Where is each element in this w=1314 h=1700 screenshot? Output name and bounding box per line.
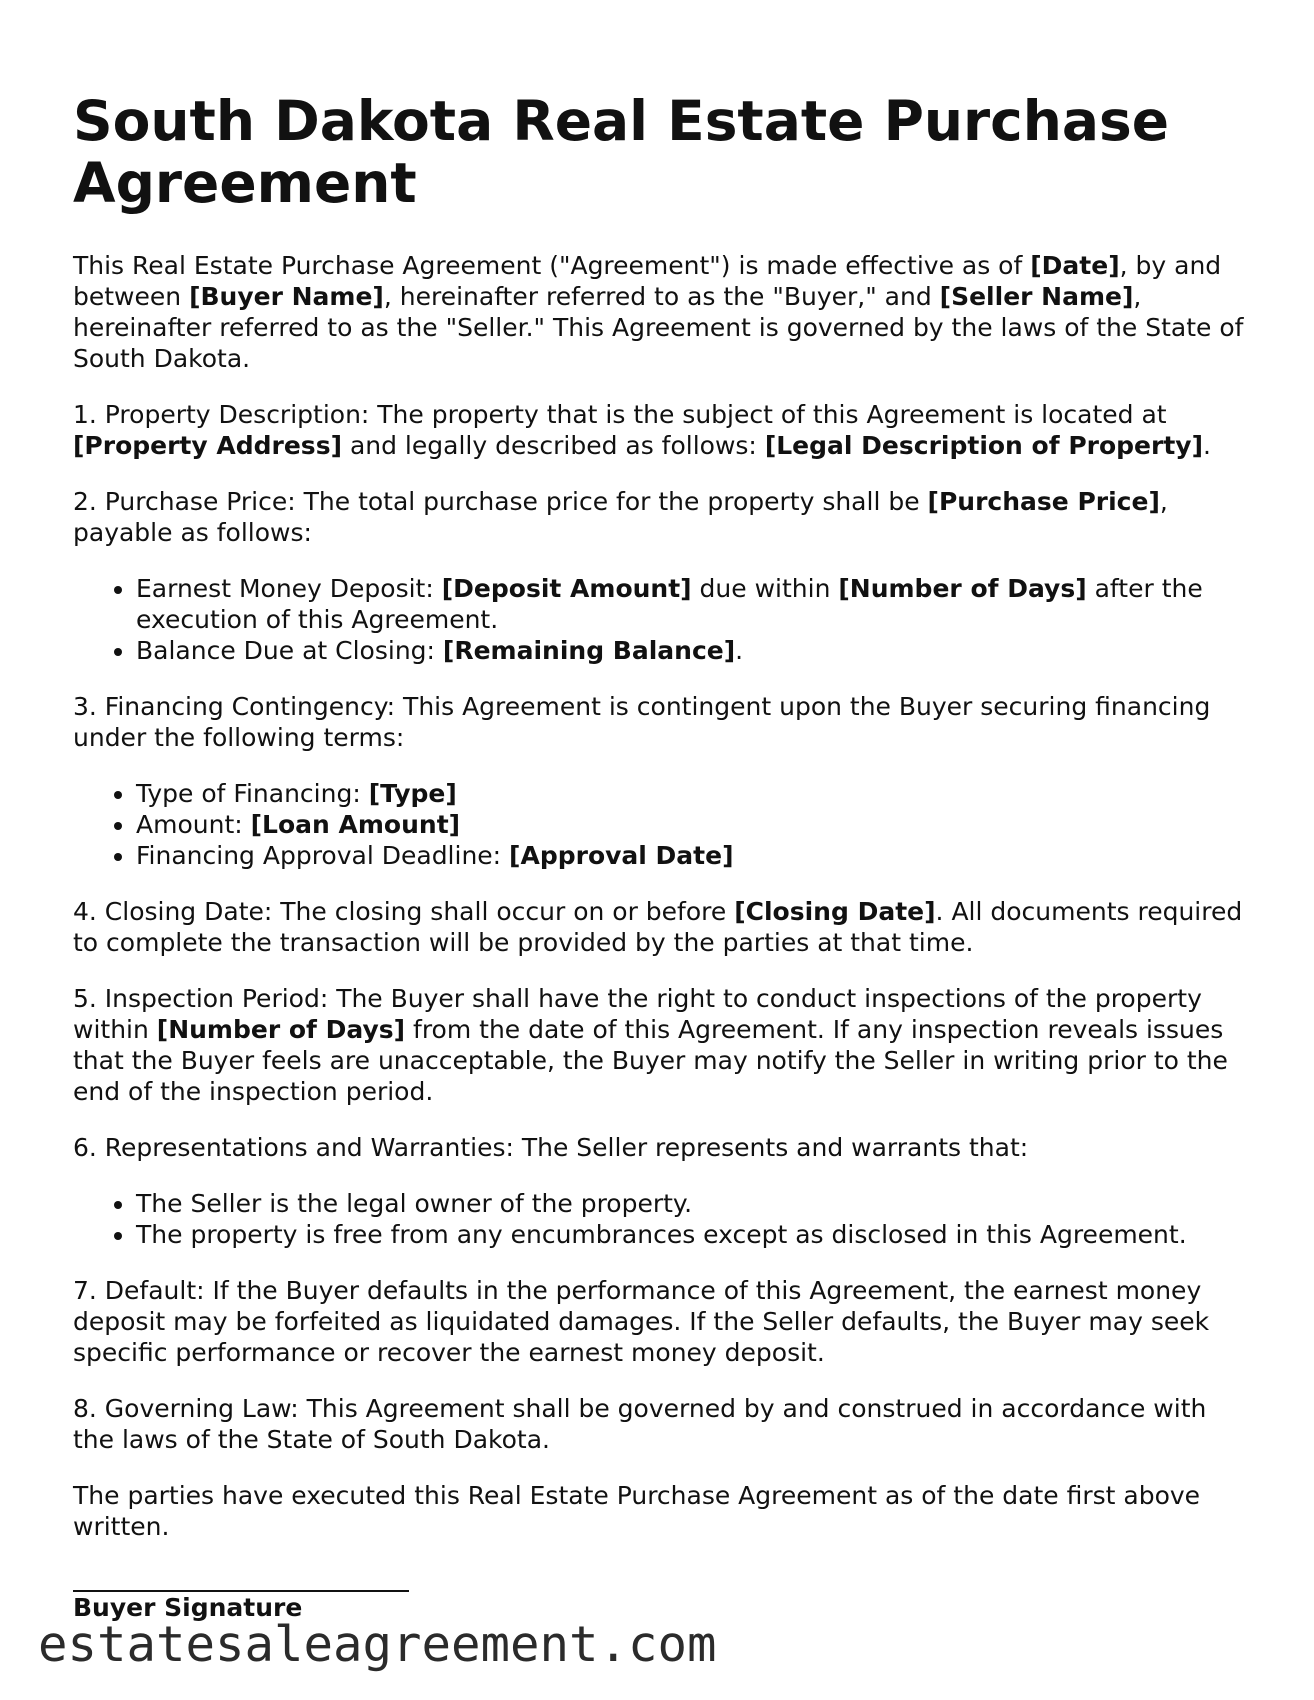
- signature-line: [73, 1590, 409, 1592]
- list-item: [136, 809, 1253, 840]
- intro-text-3: , hereinafter referred to as the "Buyer," and: [383, 282, 940, 311]
- intro-text-4: , hereinafter referred to as the "Seller." This Agreement is governed by the laws of the State of South Dakota.: [73, 282, 1244, 373]
- legal-description-placeholder: [Legal Description of Property]: [764, 431, 1203, 460]
- seller-name-placeholder: [Seller Name]: [939, 282, 1134, 311]
- s1-text-3: .: [1203, 431, 1211, 460]
- remaining-balance-placeholder: [Remaining Balance]: [442, 636, 736, 665]
- purchase-price-list: [73, 573, 1253, 666]
- item-text: Amount:: [136, 810, 251, 839]
- site-watermark: estatesaleagreement.com: [38, 1616, 717, 1673]
- s1-text-2: and legally described as follows:: [342, 431, 765, 460]
- deposit-amount-placeholder: [Deposit Amount]: [441, 574, 692, 603]
- buyer-name-placeholder: [Buyer Name]: [189, 282, 384, 311]
- item-text: after the execution of this Agreement.: [136, 574, 1203, 634]
- property-address-placeholder: [Property Address]: [73, 431, 342, 460]
- item-text: Financing Approval Deadline:: [136, 841, 510, 870]
- intro-paragraph: [73, 250, 1253, 374]
- s2-text-2: , payable as follows:: [73, 487, 1168, 547]
- list-item: [136, 840, 1253, 871]
- date-placeholder: [Date]: [1030, 251, 1120, 280]
- closing-statement: The parties have executed this Real Estate Purchase Agreement as of the date first above written.: [73, 1481, 1201, 1541]
- buyer-signature-label: Buyer Signature: [73, 1593, 303, 1622]
- purchase-price-placeholder: [Purchase Price]: [927, 487, 1160, 516]
- section-representations: 6. Representations and Warranties: The Seller represents and warrants that:: [73, 1133, 1029, 1162]
- loan-amount-placeholder: [Loan Amount]: [250, 810, 461, 839]
- item-text: Type of Financing:: [136, 779, 369, 808]
- item-text: Balance Due at Closing:: [136, 636, 443, 665]
- list-item: [136, 573, 1253, 635]
- section-closing-date: [73, 896, 1253, 958]
- s4-text-1: 4. Closing Date: The closing shall occur on or before: [73, 897, 735, 926]
- number-of-days-placeholder: [Number of Days]: [838, 574, 1087, 603]
- approval-date-placeholder: [Approval Date]: [509, 841, 734, 870]
- financing-type-placeholder: [Type]: [368, 779, 457, 808]
- s5-text-2: from the date of this Agreement. If any inspection reveals issues that the Buyer feels are unacceptable, the Buyer may notify the Seller in writing prior to the end of the inspection period.: [73, 1015, 1228, 1106]
- item-text: due within: [691, 574, 839, 603]
- document-page: [73, 90, 1253, 1567]
- section-governing-law: 8. Governing Law: This Agreement shall be governed by and construed in accordance with the laws of the State of South Dakota.: [73, 1394, 1207, 1454]
- item-text: Earnest Money Deposit:: [136, 574, 442, 603]
- document-title: South Dakota Real Estate Purchase Agreement: [73, 89, 1170, 215]
- s2-text-1: 2. Purchase Price: The total purchase price for the property shall be: [73, 487, 928, 516]
- representations-list: [73, 1188, 1253, 1250]
- section-financing-contingency: 3. Financing Contingency: This Agreement is contingent upon the Buyer securing financing under the following terms:: [73, 692, 1211, 752]
- inspection-days-placeholder: [Number of Days]: [156, 1015, 406, 1044]
- section-default: 7. Default: If the Buyer defaults in the performance of this Agreement, the earnest money deposit may be forfeited as liquidated damages. If the Seller defaults, the Buyer may seek specific performance or recover the earnest money deposit.: [73, 1276, 1210, 1367]
- s4-text-2: . All documents required to complete the transaction will be provided by the parties at that time.: [73, 897, 1243, 957]
- closing-date-placeholder: [Closing Date]: [734, 897, 936, 926]
- section-purchase-price: [73, 486, 1253, 548]
- list-item: • The Seller is the legal owner of the property.: [136, 1188, 1253, 1219]
- s5-text-1: 5. Inspection Period: The Buyer shall have the right to conduct inspections of the property within: [73, 984, 1202, 1044]
- section-property-description: [73, 399, 1253, 461]
- list-item: [136, 778, 1253, 809]
- financing-list: [73, 778, 1253, 871]
- item-text: .: [735, 636, 744, 665]
- list-item: [136, 635, 1253, 666]
- intro-text-2: , by and between: [73, 251, 1222, 311]
- list-item: • The property is free from any encumbrances except as disclosed in this Agreement.: [136, 1219, 1253, 1250]
- s1-text-1: 1. Property Description: The property that is the subject of this Agreement is located at: [73, 400, 1167, 429]
- intro-text-1: This Real Estate Purchase Agreement ("Agreement") is made effective as of: [73, 251, 1031, 280]
- section-inspection-period: [73, 983, 1253, 1107]
